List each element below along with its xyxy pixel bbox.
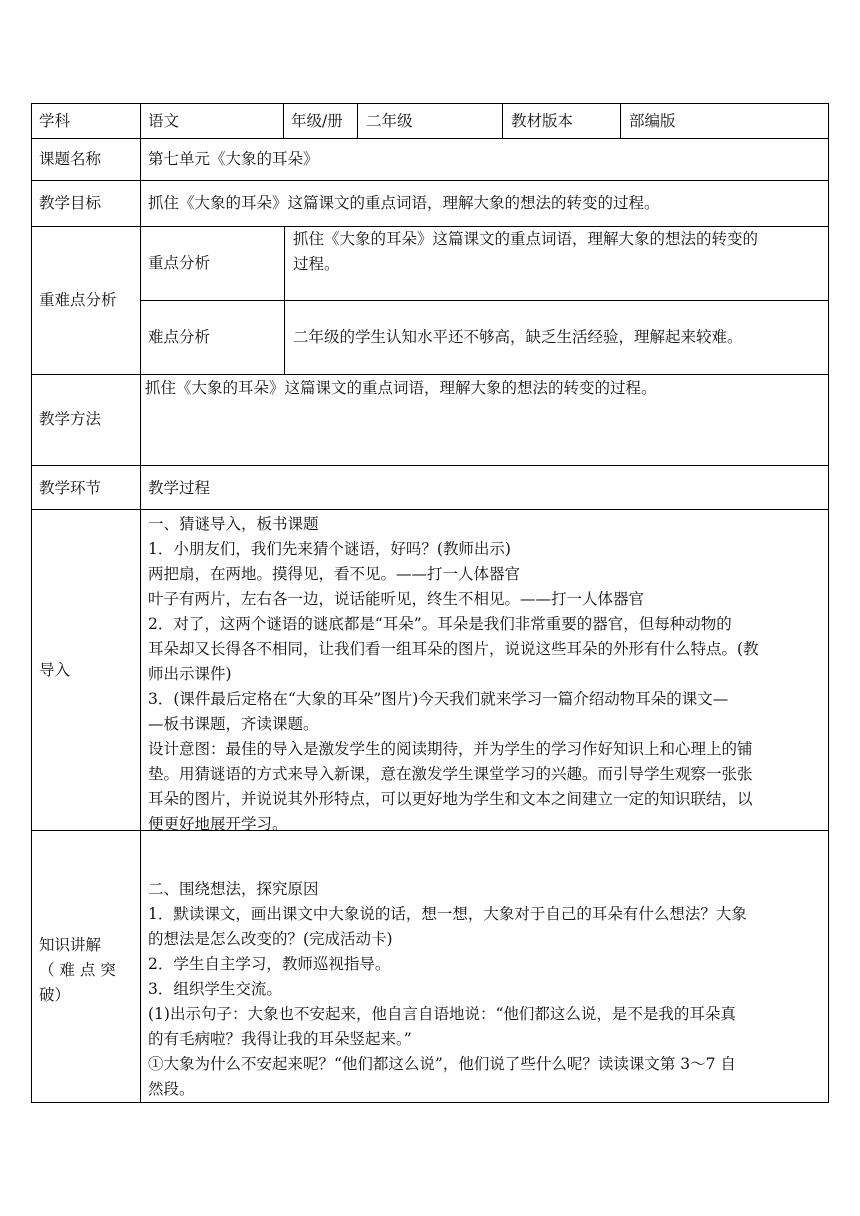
teaching-stage-label: 教学环节 <box>39 479 102 497</box>
table-column-divider <box>357 103 358 139</box>
subject-value: 语文 <box>148 112 180 130</box>
lesson-title-value: 第七单元《大象的耳朵》 <box>148 150 319 168</box>
content-line: 二、围绕想法，探究原因 <box>148 880 319 898</box>
intro-stage-content <box>148 512 824 837</box>
table-border-left <box>31 103 32 1103</box>
content-line: 设计意图：最佳的导入是激发学生的阅读期待，并为学生的学习作好知识上和心理上的铺 <box>148 740 753 758</box>
content-line: 1．小朋友们，我们先来猜个谜语，好吗？(教师出示) <box>148 540 511 558</box>
key-point-line: 过程。 <box>293 255 340 273</box>
hard-point-value: 二年级的学生认知水平还不够高，缺乏生活经验，理解起来较难。 <box>293 328 743 346</box>
teaching-process-label: 教学过程 <box>148 479 211 497</box>
table-border-right <box>828 103 829 1103</box>
teaching-goal-label: 教学目标 <box>39 194 102 212</box>
table-border-top <box>31 103 829 104</box>
table-rule <box>31 138 829 139</box>
knowledge-label-line: 知识讲解 <box>39 936 102 954</box>
content-line: 2．对了，这两个谜语的谜底都是“耳朵”。耳朵是我们非常重要的器官，但每种动物的 <box>148 615 732 633</box>
table-column-divider <box>620 103 621 139</box>
difficulty-analysis-label: 重难点分析 <box>39 291 117 309</box>
teaching-method-label: 教学方法 <box>39 410 102 428</box>
hard-point-label: 难点分析 <box>148 328 211 346</box>
content-line: 耳朵却又长得各不相同，让我们看一组耳朵的图片，说说这些耳朵的外形有什么特点。(教 <box>148 640 759 658</box>
content-line: 2．学生自主学习，教师巡视指导。 <box>148 955 391 973</box>
content-line: 师出示课件) <box>148 665 232 683</box>
content-line: ①大象为什么不安起来呢？“他们都这么说”，他们说了些什么呢？读读课文第 3～7 自 <box>148 1055 736 1073</box>
table-border-bottom <box>31 1102 829 1103</box>
key-point-text <box>293 227 825 277</box>
content-line: 便更好地展开学习。 <box>148 815 288 833</box>
table-rule <box>31 374 829 375</box>
content-line: 垫。用猜谜语的方式来导入新课，意在激发学生课堂学习的兴趣。而引导学生观察一张张 <box>148 765 753 783</box>
edition-value: 部编版 <box>629 112 676 130</box>
content-line: 然段。 <box>148 1080 195 1098</box>
grade-label: 年级/册 <box>291 112 343 130</box>
teaching-goal-value: 抓住《大象的耳朵》这篇课文的重点词语，理解大象的想法的转变的过程。 <box>148 194 660 212</box>
knowledge-stage-content <box>148 877 824 1102</box>
table-column-divider <box>140 103 141 1103</box>
table-rule <box>31 465 829 466</box>
lesson-title-label: 课题名称 <box>39 150 102 168</box>
key-point-label: 重点分析 <box>148 254 211 272</box>
table-rule <box>31 180 829 181</box>
table-column-divider <box>284 226 285 375</box>
content-line: 的想法是怎么改变的？(完成活动卡) <box>148 930 393 948</box>
table-rule <box>140 300 829 301</box>
grade-value: 二年级 <box>366 112 413 130</box>
key-point-line: 抓住《大象的耳朵》这篇课文的重点词语，理解大象的想法的转变的 <box>293 230 759 248</box>
table-column-divider <box>502 103 503 139</box>
content-line: (1)出示句子：大象也不安起来，他自言自语地说：“他们都这么说，是不是我的耳朵真 <box>148 1005 736 1023</box>
content-line: —板书课题，齐读课题。 <box>148 715 319 733</box>
knowledge-stage-label <box>39 933 135 1008</box>
teaching-method-value: 抓住《大象的耳朵》这篇课文的重点词语，理解大象的想法的转变的过程。 <box>145 379 657 397</box>
subject-label: 学科 <box>39 112 71 130</box>
intro-stage-label: 导入 <box>39 661 71 679</box>
table-column-divider <box>283 103 284 139</box>
content-line: 一、猜谜导入，板书课题 <box>148 515 319 533</box>
content-line: 3．组织学生交流。 <box>148 980 282 998</box>
content-line: 的有毛病啦？我得让我的耳朵竖起来。” <box>148 1030 412 1048</box>
content-line: 叶子有两片，左右各一边，说话能听见，终生不相见。——打一人体器官 <box>148 590 645 608</box>
edition-label: 教材版本 <box>511 112 574 130</box>
content-line: 两把扇，在两地。摸得见，看不见。——打一人体器官 <box>148 565 521 583</box>
table-rule <box>31 509 829 510</box>
knowledge-label-line: 破） <box>39 986 71 1004</box>
content-line: 1．默读课文，画出课文中大象说的话，想一想，大象对于自己的耳朵有什么想法？大象 <box>148 905 747 923</box>
knowledge-label-line: （ 难 点 突 <box>39 961 116 979</box>
content-line: 3．(课件最后定格在“大象的耳朵”图片)今天我们就来学习一篇介绍动物耳朵的课文— <box>148 690 729 708</box>
content-line: 耳朵的图片，并说说其外形特点，可以更好地为学生和文本之间建立一定的知识联结，以 <box>148 790 753 808</box>
